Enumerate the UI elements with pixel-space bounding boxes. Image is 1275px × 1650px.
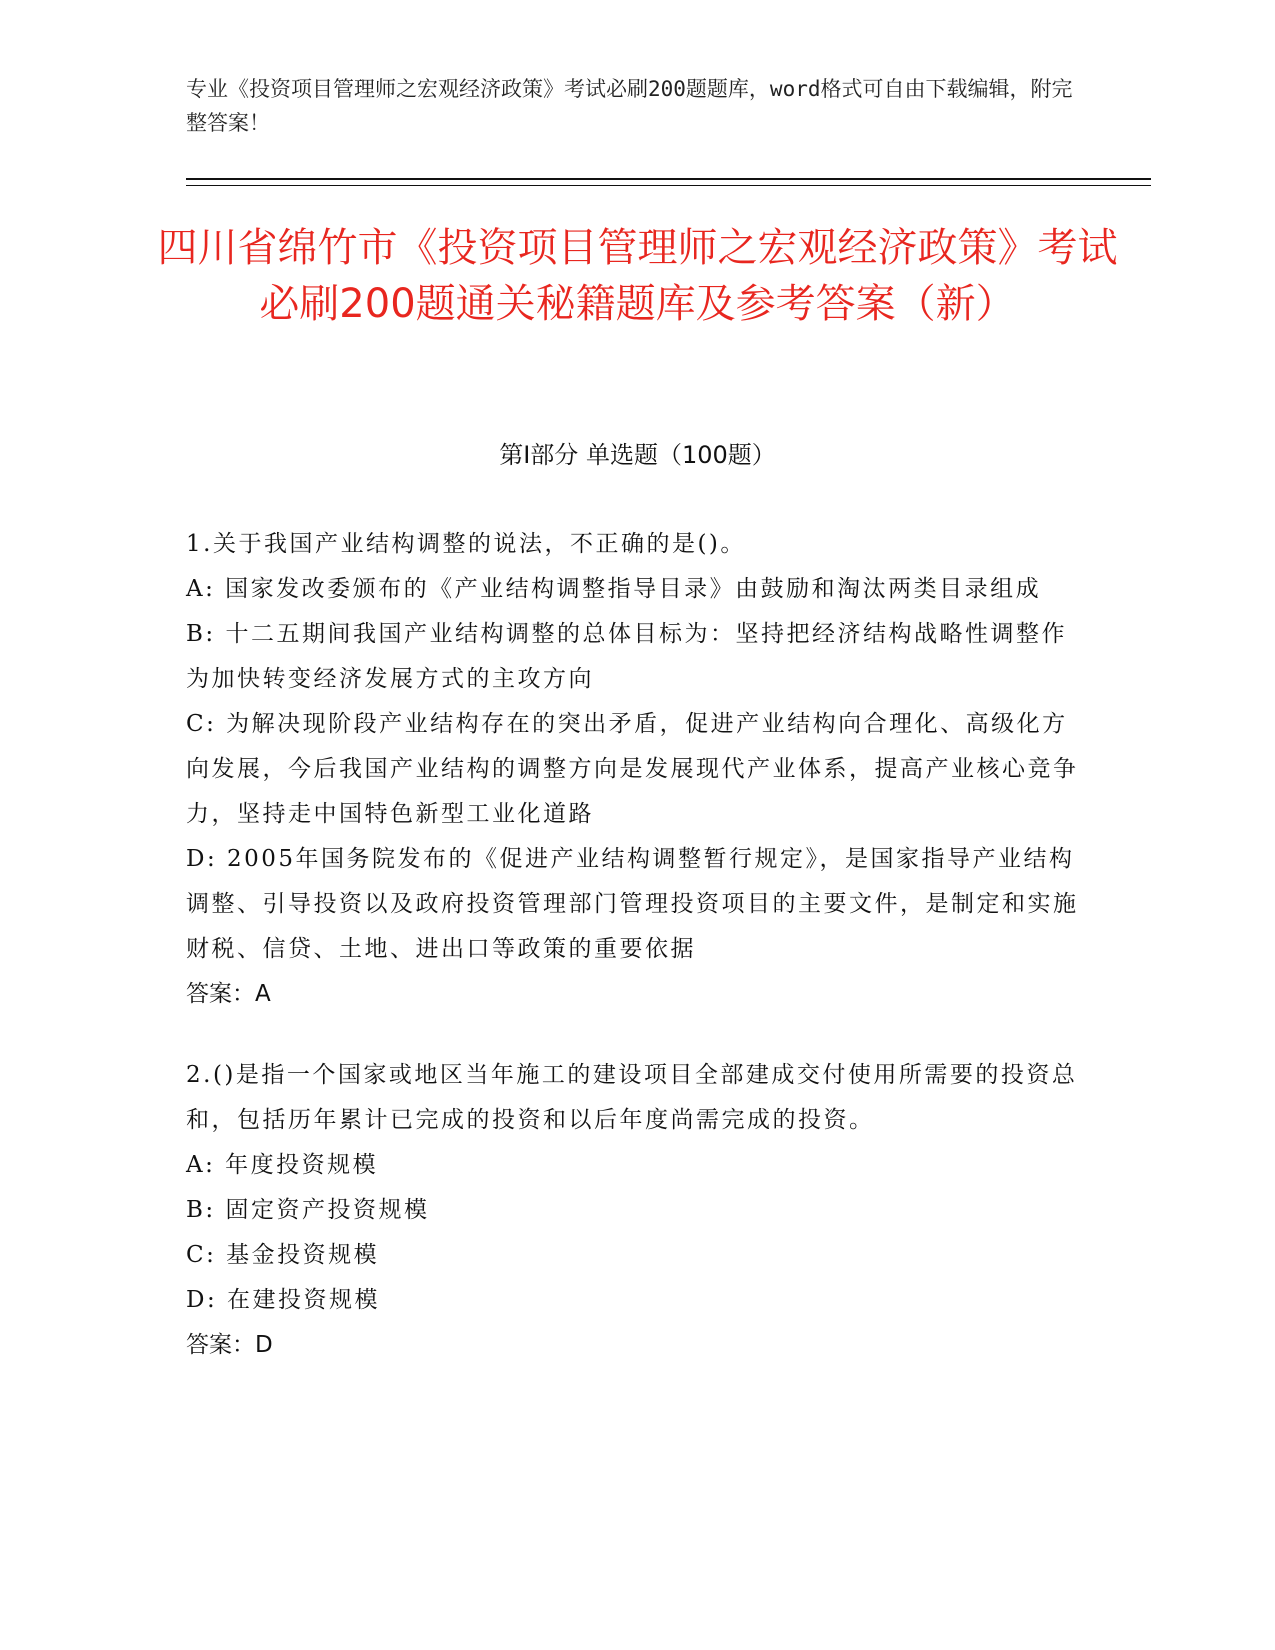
option-a: A: 国家发改委颁布的《产业结构调整指导目录》由鼓励和淘汰两类目录组成 bbox=[186, 576, 1042, 602]
question-stem: 1.关于我国产业结构调整的说法，不正确的是()。 bbox=[186, 531, 746, 557]
question-list bbox=[186, 522, 1086, 1404]
header-note: 专业《投资项目管理师之宏观经济政策》考试必刷200题题库，word格式可自由下载编辑，附完整答案！ bbox=[186, 77, 1073, 135]
question-1 bbox=[186, 522, 1086, 1017]
answer-label: 答案：A bbox=[186, 981, 271, 1007]
question-2 bbox=[186, 1053, 1086, 1368]
section-title: 第I部分 单选题（100题） bbox=[499, 441, 776, 469]
header-divider-thin bbox=[186, 185, 1151, 186]
option-b: B: 十二五期间我国产业结构调整的总体目标为：坚持把经济结构战略性调整作为加快转变经济发展方式的主攻方向 bbox=[186, 621, 1067, 692]
option-b: B: 固定资产投资规模 bbox=[186, 1197, 430, 1223]
option-d: D: 2005年国务院发布的《促进产业结构调整暂行规定》，是国家指导产业结构调整、引导投资以及政府投资管理部门管理投资项目的主要文件，是制定和实施财税、信贷、土地、进出口等政策的重要依据 bbox=[186, 846, 1079, 962]
document-title: 四川省绵竹市《投资项目管理师之宏观经济政策》考试必刷200题通关秘籍题库及参考答案（新） bbox=[157, 225, 1118, 327]
header-divider-thick bbox=[186, 178, 1151, 180]
option-a: A: 年度投资规模 bbox=[186, 1152, 379, 1178]
answer-label: 答案：D bbox=[186, 1332, 273, 1358]
question-stem: 2.()是指一个国家或地区当年施工的建设项目全部建成交付使用所需要的投资总和，包括历年累计已完成的投资和以后年度尚需完成的投资。 bbox=[186, 1062, 1078, 1133]
option-c: C: 基金投资规模 bbox=[186, 1242, 380, 1268]
option-d: D: 在建投资规模 bbox=[186, 1287, 381, 1313]
option-c: C: 为解决现阶段产业结构存在的突出矛盾，促进产业结构向合理化、高级化方向发展，今后我国产业结构的调整方向是发展现代产业体系，提高产业核心竞争力，坚持走中国特色新型工业化道路 bbox=[186, 711, 1079, 827]
